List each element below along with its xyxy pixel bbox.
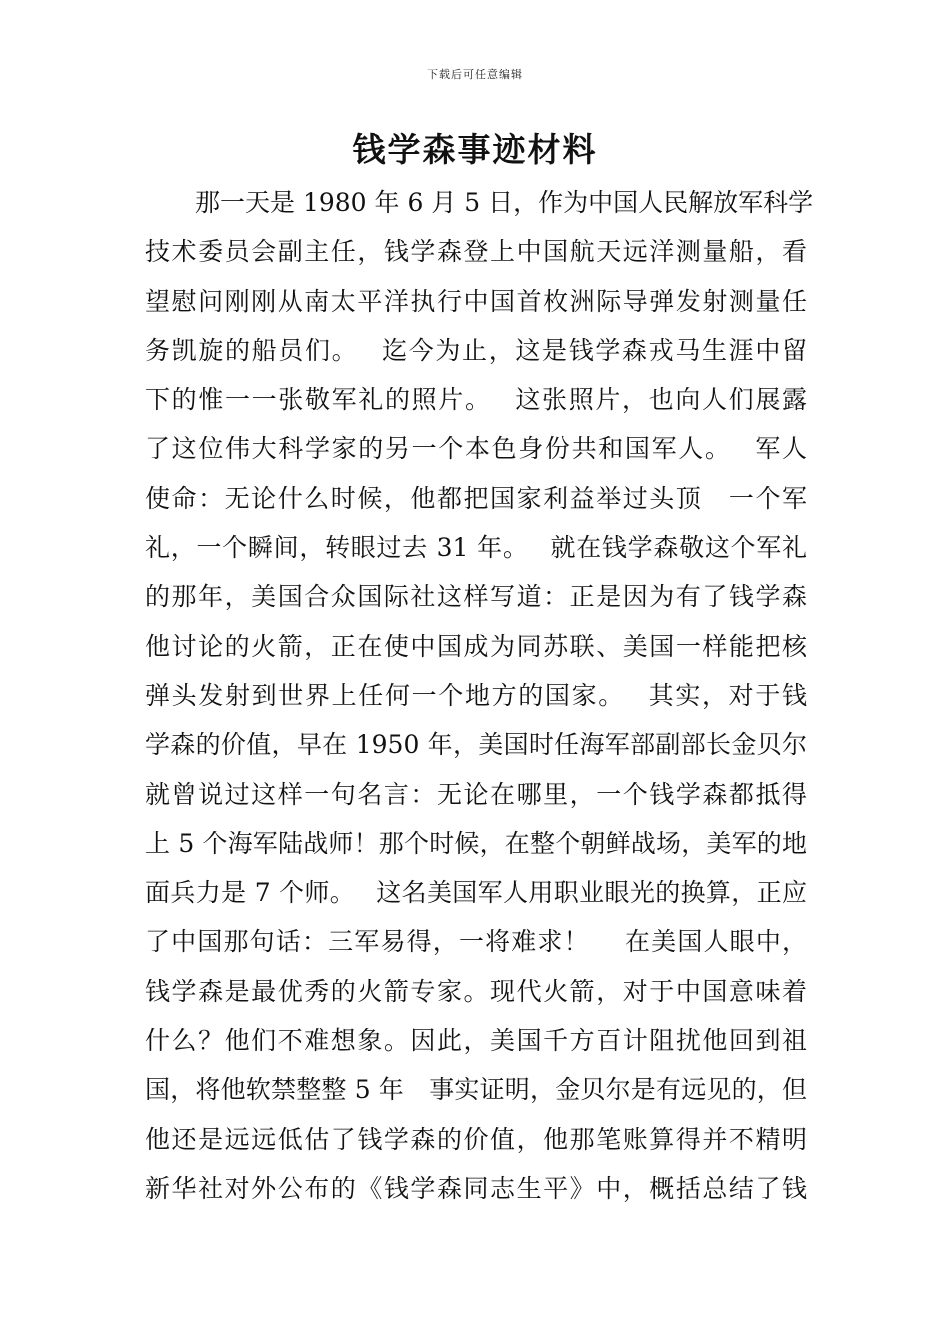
body-line: 什么？他们不难想象。因此，美国千方百计阻扰他回到祖 bbox=[145, 1026, 807, 1056]
body-line: 务凯旋的船员们。 迄今为止，这是钱学森戎马生涯中留 bbox=[145, 335, 807, 365]
body-line: 了中国那句话：三军易得，一将难求！ 在美国人眼中， bbox=[145, 927, 807, 957]
body-line: 面兵力是 7 个师。 这名美国军人用职业眼光的换算，正应 bbox=[145, 878, 807, 908]
body-line: 下的惟一一张敬军礼的照片。 这张照片，也向人们展露 bbox=[145, 385, 807, 415]
body-line: 弹头发射到世界上任何一个地方的国家。 其实，对于钱 bbox=[145, 680, 807, 710]
body-line: 了这位伟大科学家的另一个本色身份共和国军人。 军人 bbox=[145, 434, 807, 464]
body-line: 技术委员会副主任，钱学森登上中国航天远洋测量船，看 bbox=[145, 237, 807, 267]
header-note: 下载后可任意编辑 bbox=[427, 68, 523, 81]
body-line: 上 5 个海军陆战师！那个时候，在整个朝鲜战场，美军的地 bbox=[145, 828, 807, 858]
body-line: 望慰问刚刚从南太平洋执行中国首枚洲际导弹发射测量任 bbox=[145, 286, 807, 316]
body-line: 礼，一个瞬间，转眼过去 31 年。 就在钱学森敬这个军礼 bbox=[145, 533, 807, 563]
body-line: 学森的价值，早在 1950 年，美国时任海军部副部长金贝尔 bbox=[145, 730, 807, 760]
body-line: 他讨论的火箭，正在使中国成为同苏联、美国一样能把核 bbox=[145, 631, 807, 661]
body-line: 他还是远远低估了钱学森的价值，他那笔账算得并不精明 bbox=[145, 1124, 807, 1154]
body-line: 就曾说过这样一句名言：无论在哪里，一个钱学森都抵得 bbox=[145, 779, 807, 809]
body-line: 新华社对外公布的《钱学森同志生平》中，概括总结了钱 bbox=[145, 1173, 807, 1203]
body-line: 国，将他软禁整整 5 年 事实证明，金贝尔是有远见的，但 bbox=[145, 1075, 807, 1105]
document-body bbox=[145, 178, 814, 1213]
body-line: 使命：无论什么时候，他都把国家利益举过头顶 一个军 bbox=[145, 483, 807, 513]
body-line: 的那年，美国合众国际社这样写道：正是因为有了钱学森 bbox=[145, 582, 807, 612]
document-title: 钱学森事迹材料 bbox=[352, 130, 598, 169]
body-line: 那一天是 1980 年 6 月 5 日，作为中国人民解放军科学 bbox=[195, 188, 814, 217]
body-line: 钱学森是最优秀的火箭专家。现代火箭，对于中国意味着 bbox=[145, 976, 807, 1006]
